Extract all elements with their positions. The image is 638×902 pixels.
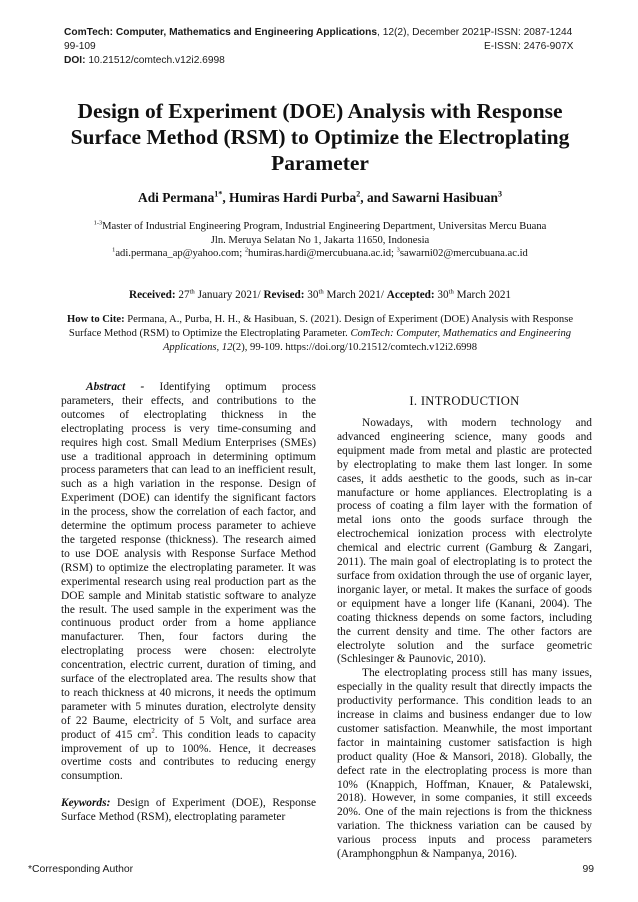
- affiliation-line: [60, 220, 580, 234]
- journal-citation-line: [64, 26, 504, 54]
- received-ordinal: th: [189, 288, 195, 296]
- author-email[interactable]: humiras.hardi@mercubuana.ac.id;: [248, 248, 397, 260]
- cite-rest[interactable]: (2), 99-109. https://doi.org/10.21512/comtech.v12i2.6998: [232, 341, 478, 353]
- received-label: Received:: [128, 289, 176, 301]
- revised-day: 30: [304, 289, 319, 301]
- author-email[interactable]: sawarni02@mercubuana.ac.id: [399, 248, 528, 260]
- author-separator: , and: [360, 190, 392, 205]
- abstract-text: Identifying optimum process parameters, their effects, and contributions to the outcomes of electroplating thickness in the electroplating process is very time-consuming and requires high cost. Small Medium Enterprises (SMEs) use a traditional approach in determining optimum process parameters that can lead to an inefficient result, such as a high variation in the response. Design of Experiment (DOE) can identify the significant factors in the process, show the correlation of each factor, and determine the optimum process parameter to achieve the targeted response (thickness). The research aimed to use DOE analysis with Response Surface Method (RSM) to optimize the electroplating parameter. It was experimental research using real production part as the DOE sample and Minitab statistic software to analyze the result. The used sample in the experiment was the continuous product order from a home appliance manufacturer. Then, four factors during the electroplating process were chosen: electrolyte concentration, electric current, duration of timing, and surface of the electroplated area. The results show that to reach thickness at 40 microns, it needs the optimum parameter with 5 minutes duration, electrolyte density of 22 Baume, electricity of 5 Volt, and surface area product of 415 cm: [61, 381, 316, 741]
- cite-text: Permana, A., Purba, H. H., & Hasibuan, S. (2021). Design of Experiment (DOE) Analysis with Response Surface Method (RSM) to Optimize the Electroplating Parameter.: [68, 314, 574, 339]
- affiliation-address: Jln. Meruya Selatan No 1, Jakarta 11650, Indonesia: [210, 234, 430, 246]
- author-list: [60, 189, 580, 207]
- section-heading-introduction: I. INTRODUCTION: [409, 394, 520, 408]
- affiliation-block: [60, 220, 580, 261]
- intro-paragraph: The electroplating process still has many issues, especially in the quality result that directly impacts the productivity performance. This condition leads to an increase in claims and business endanger due to low customer satisfaction. Meanwhile, the most important factor in maintaining customer satisfaction is high product quality (Hoe & Mansori, 2018). Globally, the defect rate in the electroplating process is more than 10% (Knappich, Hoffman, Knauer, & Patalewski, 2018). However, in some companies, it still exceeds 20%. One of the main rejections is from the thickness variation. The thickness variation can be caused by various process inputs and process parameters (Aramphongphun & Nampanya, 2016).: [337, 667, 592, 861]
- email-mark: 2: [244, 246, 249, 254]
- author-separator: ,: [222, 190, 230, 205]
- corresponding-author-note: *Corresponding Author: [28, 864, 134, 875]
- keywords: [61, 797, 316, 825]
- email-mark: 1: [112, 246, 116, 254]
- doi-label: DOI:: [64, 55, 86, 66]
- accepted-ordinal: th: [448, 288, 454, 296]
- journal-header: [64, 26, 504, 68]
- accepted-label: Accepted:: [386, 289, 435, 301]
- left-column: [61, 381, 316, 825]
- paper-title: Design of Experiment (DOE) Analysis with Response Surface Method (RSM) to Optimize the Electroplating Parameter: [70, 99, 570, 175]
- journal-issue: , 12(2), December 2021, 99-109: [64, 27, 488, 52]
- author-email[interactable]: adi.permana_ap@yahoo.com;: [115, 248, 245, 260]
- author-emails: [60, 247, 580, 261]
- issn-block: [484, 26, 594, 54]
- eissn: E-ISSN: 2476-907X: [484, 41, 574, 52]
- author-name: Adi Permana: [138, 190, 215, 205]
- author-affiliation-mark: 1*: [214, 189, 223, 199]
- abstract-text-end: . This condition leads to capacity improvement of up to 100%. Hence, it decreases overtime costs and contributes to reducing energy consumption.: [61, 728, 316, 783]
- submission-dates: [60, 288, 580, 302]
- accepted-rest: March 2021: [453, 289, 512, 301]
- how-to-cite: [60, 313, 580, 354]
- email-mark: 3: [396, 246, 400, 254]
- revised-rest: March 2021/: [323, 289, 387, 301]
- pissn: P-ISSN: 2087-1244: [484, 27, 573, 38]
- accepted-day: 30: [434, 289, 449, 301]
- abstract: [61, 381, 316, 784]
- keywords-label: Keywords:: [61, 797, 111, 810]
- received-day: 27: [175, 289, 190, 301]
- abstract-superscript: 2: [151, 727, 155, 735]
- keywords-text: Design of Experiment (DOE), Response Surface Method (RSM), electroplating parameter: [61, 797, 316, 824]
- revised-ordinal: th: [318, 288, 324, 296]
- revised-label: Revised:: [263, 289, 305, 301]
- author-name: Humiras Hardi Purba: [229, 190, 357, 205]
- journal-name: ComTech: Computer, Mathematics and Engineering Applications: [64, 27, 378, 38]
- intro-paragraph: Nowadays, with modern technology and advanced engineering science, many goods and equipment made from metal and plastic are protected by electroplating to make them last longer. In some cases, it adds aesthetic to the goods, such as in-car manufacture or home appliances. Electroplating is a process of coating a film layer with the formation of metal ions onto the goods surface through the electrochemical ionization process with electrolyte chemical and electric current (Gamburg & Zangari, 2011). The main goal of electroplating is to protect the surface from oxidation through the use of organic layer, inorganic layer, or metal. It makes the surface of goods or equipment have a longer life (Kanani, 2004). The coating thickness depends on some factors, including the current density and time. The other factors are electrolyte solution and the surface geometric (Schlesinger & Paunovic, 2010).: [337, 417, 592, 666]
- doi-value[interactable]: 10.21512/comtech.v12i2.6998: [85, 55, 225, 66]
- right-column: [337, 394, 592, 862]
- author-name: Sawarni Hasibuan: [391, 190, 498, 205]
- affiliation-institution: Master of Industrial Engineering Program, Industrial Engineering Department, Universitas Mercu Buana: [102, 221, 547, 232]
- author-affiliation-mark: 2: [356, 189, 361, 199]
- author-affiliation-mark: 3: [497, 189, 502, 199]
- doi-line: [64, 54, 504, 68]
- received-rest: January 2021/: [194, 289, 264, 301]
- cite-label: How to Cite:: [66, 314, 125, 325]
- abstract-label: Abstract -: [86, 381, 145, 393]
- cite-journal: ComTech: Computer, Mathematics and Engineering Applications, 12: [162, 327, 572, 353]
- page-number: 99: [582, 864, 594, 875]
- affiliation-mark: 1-3: [93, 219, 103, 227]
